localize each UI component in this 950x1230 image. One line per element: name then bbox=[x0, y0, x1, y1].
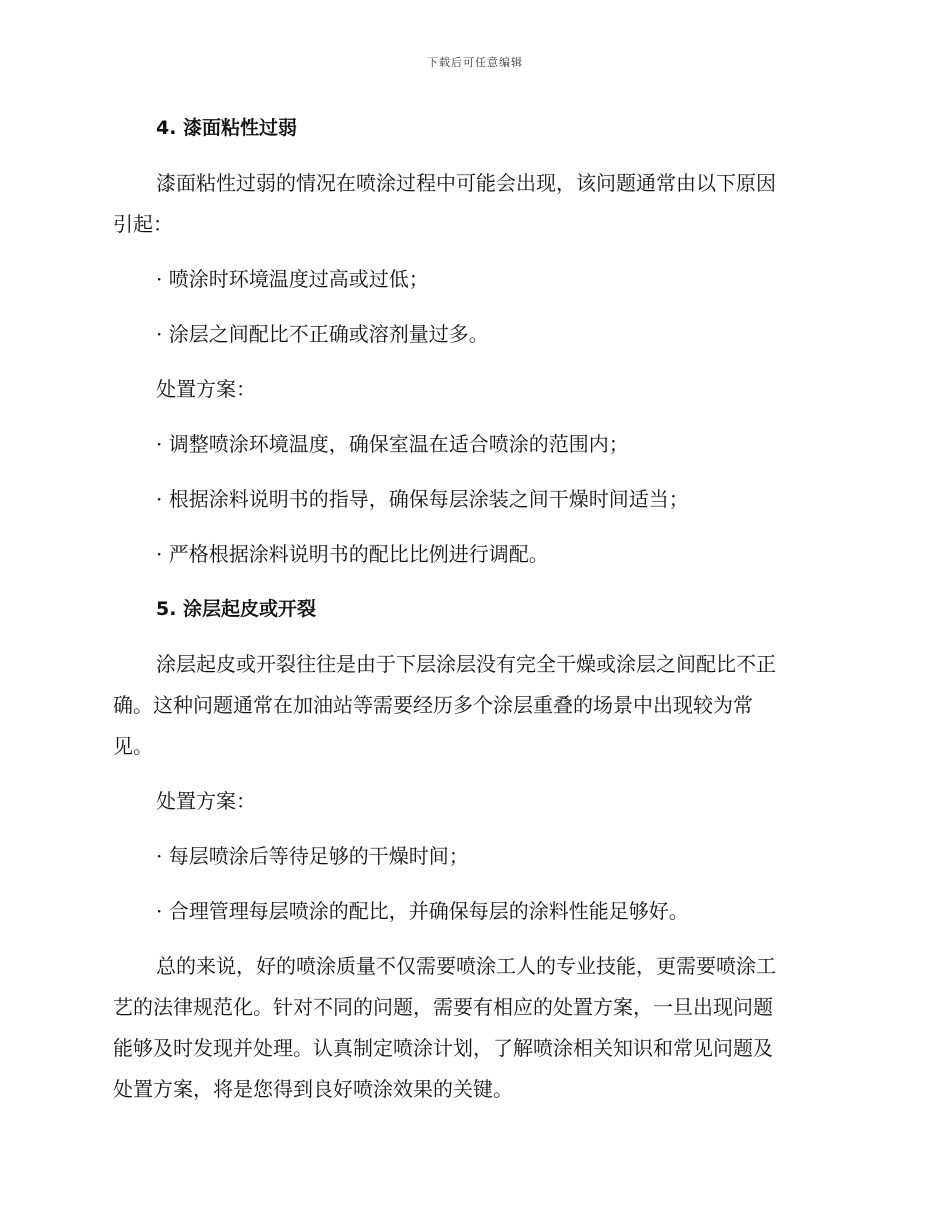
list-item: · 严格根据涂料说明书的配比比例进行调配。 bbox=[156, 542, 549, 566]
text-line: 引起： bbox=[113, 212, 173, 236]
section-5-heading: 5. 涂层起皮或开裂 bbox=[156, 598, 317, 620]
list-item: · 根据涂料说明书的指导，确保每层涂装之间干燥时间适当； bbox=[156, 487, 689, 511]
text-line: 涂层起皮或开裂往往是由于下层涂层没有完全干燥或涂层之间配比不正 bbox=[156, 652, 776, 676]
text-line: 能够及时发现并处理。认真制定喷涂计划，了解喷涂相关知识和常见问题及 bbox=[113, 1036, 773, 1060]
page-header: 下载后可任意编辑 bbox=[427, 56, 523, 69]
document-body bbox=[113, 108, 833, 1124]
list-item: · 喷涂时环境温度过高或过低； bbox=[156, 267, 429, 291]
list-item: · 涂层之间配比不正确或溶剂量过多。 bbox=[156, 322, 489, 346]
summary-paragraph bbox=[113, 946, 833, 1110]
solution-label: 处置方案： bbox=[156, 377, 256, 401]
list-item: · 调整喷涂环境温度，确保室温在适合喷涂的范围内； bbox=[156, 432, 629, 456]
text-line: 见。 bbox=[113, 734, 153, 758]
text-line: 漆面粘性过弱的情况在喷涂过程中可能会出现，该问题通常由以下原因 bbox=[156, 171, 776, 195]
text-line: 总的来说，好的喷涂质量不仅需要喷涂工人的专业技能，更需要喷涂工 bbox=[156, 954, 776, 978]
text-line: 艺的法律规范化。针对不同的问题，需要有相应的处置方案，一旦出现问题 bbox=[113, 995, 773, 1019]
list-item: · 合理管理每层喷涂的配比，并确保每层的涂料性能足够好。 bbox=[156, 899, 689, 923]
solution-label: 处置方案： bbox=[156, 789, 256, 813]
text-line: 处置方案，将是您得到良好喷涂效果的关键。 bbox=[113, 1077, 513, 1101]
text-line: 确。这种问题通常在加油站等需要经历多个涂层重叠的场景中出现较为常 bbox=[113, 693, 753, 717]
section-4-heading: 4. 漆面粘性过弱 bbox=[156, 117, 298, 139]
list-item: · 每层喷涂后等待足够的干燥时间； bbox=[156, 844, 469, 868]
section-4-intro bbox=[113, 163, 833, 245]
section-5-intro bbox=[113, 644, 833, 767]
